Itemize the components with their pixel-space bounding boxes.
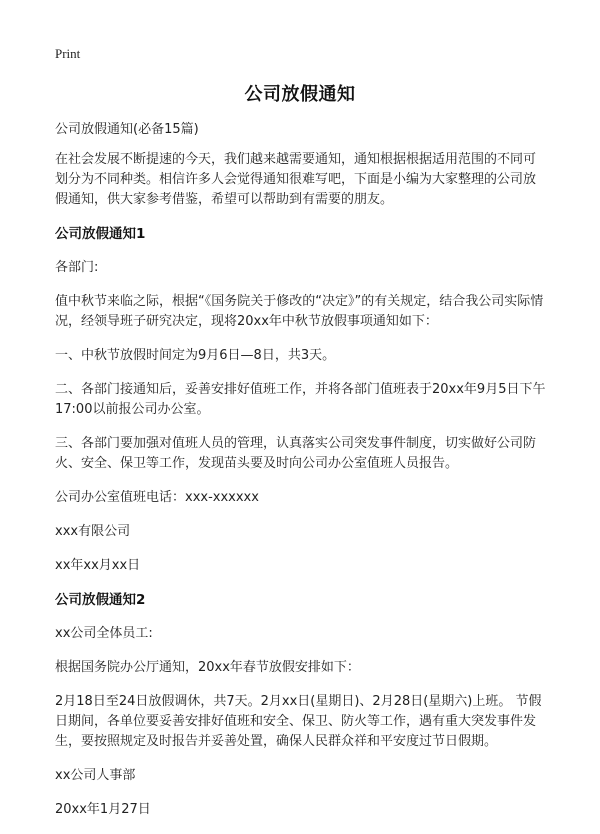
section-heading-1: 公司放假通知1 [55,226,146,242]
office-phone: 公司办公室值班电话：xxx-xxxxxx [55,490,259,505]
paragraph-1-3: 二、各部门接通知后，妥善安排好值班工作，并将各部门值班表于20xx年9月5日下午17:00以前报公司办公室。 [55,382,546,417]
paragraph-1-1: 值中秋节来临之际，根据“《国务院关于修改的“决定》”的有关规定，结合我公司实际情况，经领导班子研究决定，现将20xx年中秋节放假事项通知如下： [55,294,544,329]
subtitle: 公司放假通知(必备15篇) [55,122,199,137]
department-signature: xx公司人事部 [55,768,136,783]
salutation-1: 各部门: [55,260,99,275]
signature-date-1: xx年xx月xx日 [55,558,141,573]
signature-date-2: 20xx年1月27日 [55,802,151,817]
print-link[interactable]: Print [55,46,81,61]
salutation-2: xx公司全体员工: [55,626,153,641]
paragraph-2-2: 2月18日至24日放假调休，共7天。2月xx日(星期日)、2月28日(星期六)上班。 节假日期间，各单位要妥善安排好值班和安全、保卫、防火等工作，遇有重大突发事件发生，要按照规定及时报告并妥善处置，确保人民群众祥和平安度过节日假期。 [55,694,542,749]
section-heading-2: 公司放假通知2 [55,592,146,608]
paragraph-2-1: 根据国务院办公厅通知，20xx年春节放假安排如下： [55,660,360,675]
company-signature: xxx有限公司 [55,524,131,539]
page-title: 公司放假通知 [244,84,356,105]
paragraph-1-2: 一、中秋节放假时间定为9月6日—8日，共3天。 [55,348,336,363]
intro-paragraph: 在社会发展不断提速的今天，我们越来越需要通知，通知根据根据适用范围的不同可划分为不同种类。相信许多人会觉得通知很难写吧，下面是小编为大家整理的公司放假通知，供大家参考借鉴，希望可以帮助到有需要的朋友。 [55,152,537,207]
document-body [55,120,547,834]
paragraph-1-4: 三、各部门要加强对值班人员的管理，认真落实公司突发事件制度，切实做好公司防火、安全、保卫等工作，发现苗头要及时向公司办公室值班人员报告。 [55,436,537,471]
